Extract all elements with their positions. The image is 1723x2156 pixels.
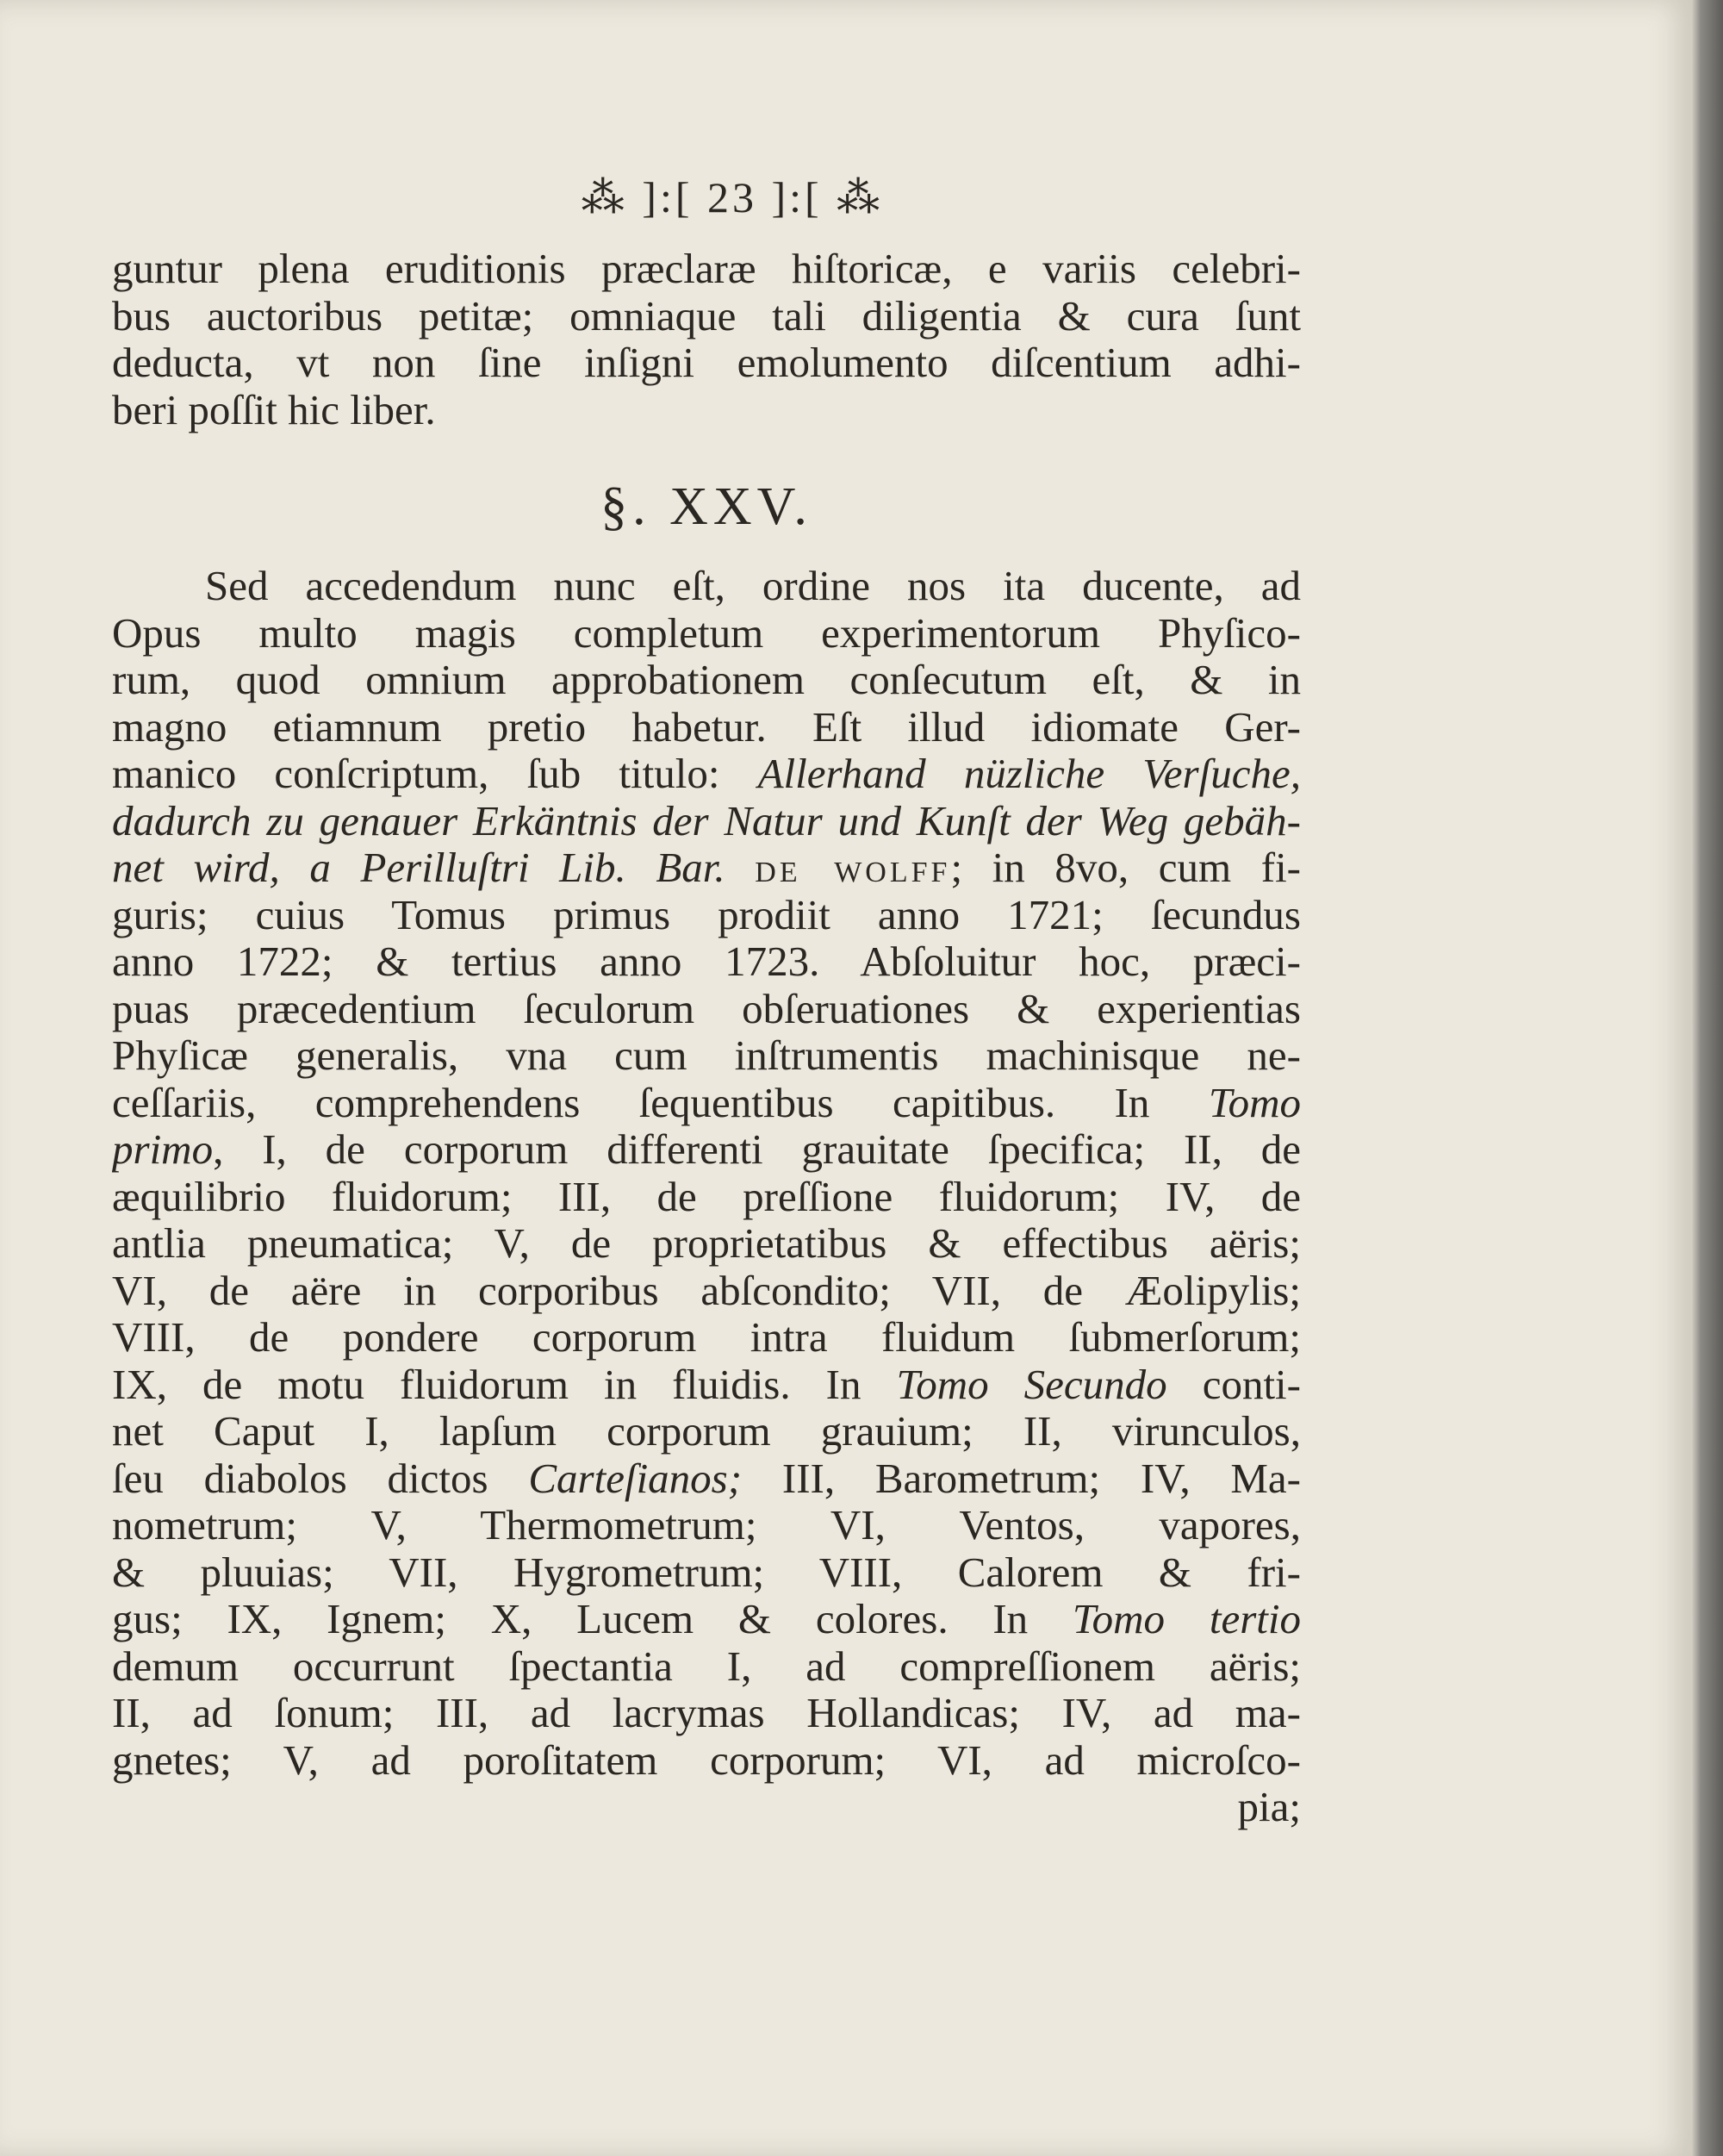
text-segment: manico conſcriptum, ſub titulo: xyxy=(112,751,758,797)
text-line: guris; cuius Tomus primus prodiit anno 1721; ſecundus xyxy=(112,891,1301,938)
text-line: VIII, de pondere corporum intra fluidum ſubmerſorum; xyxy=(112,1314,1301,1361)
body-text xyxy=(112,246,1301,1831)
text-line xyxy=(112,1455,1301,1503)
text-line: magno etiamnum pretio habetur. Eſt illud idiomate Ger- xyxy=(112,703,1301,751)
text-line xyxy=(112,1362,1301,1409)
german-title: Allerhand nüzliche Verſuche, xyxy=(757,751,1301,797)
text-segment: , I, de corporum differenti grauitate ſpecifica; II, de xyxy=(213,1126,1301,1173)
italic-segment: Tomo xyxy=(1208,1079,1301,1126)
text-line: Opus multo magis completum experimentorum Phyſico- xyxy=(112,609,1301,657)
italic-segment: Carteſianos; xyxy=(528,1455,743,1502)
text-line xyxy=(112,1596,1301,1643)
text-segment: conti- xyxy=(1166,1361,1301,1408)
section-heading: §. XXV. xyxy=(600,477,812,536)
text-segment: III, Barometrum; IV, Ma- xyxy=(742,1455,1301,1502)
text-line xyxy=(112,798,1301,845)
text-segment: ; in 8vo, cum fi- xyxy=(950,844,1301,891)
text-line: gnetes; V, ad poroſitatem corporum; VI, ad microſco- xyxy=(112,1736,1301,1784)
german-title: net wird, a Perilluſtri Lib. Bar. xyxy=(112,844,756,891)
text-line xyxy=(112,844,1301,892)
running-head: ⁂ ]:[ 23 ]:[ ⁂ xyxy=(581,173,884,221)
paragraph-2 xyxy=(112,563,1301,1831)
author-name: de wolff xyxy=(755,844,951,891)
text-segment: IX, de motu fluidorum in fluidis. In xyxy=(112,1361,897,1408)
text-line: antlia pneumatica; V, de proprietatibus & effectibus aëris; xyxy=(112,1220,1301,1267)
paragraph-1 xyxy=(112,246,1301,433)
catchword: pia; xyxy=(1237,1784,1301,1830)
german-title: dadurch zu genauer Erkäntnis der Natur und Kunſt der Weg gebäh- xyxy=(112,797,1301,844)
text-line: æquilibrio fluidorum; III, de preſſione fluidorum; IV, de xyxy=(112,1173,1301,1220)
text-line xyxy=(112,1080,1301,1127)
text-line: anno 1722; & tertius anno 1723. Abſoluitur hoc, præci- xyxy=(112,938,1301,985)
text-segment: ceſſariis, comprehendens ſequentibus capitibus. In xyxy=(112,1079,1209,1126)
text-line xyxy=(112,751,1301,798)
text-line: deducta, vt non ſine inſigni emolumento diſcentium adhi- xyxy=(112,340,1301,386)
text-line: puas præcedentium ſeculorum obſeruationes & experientias xyxy=(112,985,1301,1032)
text-line xyxy=(112,1126,1301,1174)
text-line: bus auctoribus petitæ; omniaque tali diligentia & cura ſunt xyxy=(112,292,1301,340)
italic-segment: Tomo Secundo xyxy=(896,1361,1167,1408)
italic-segment: Tomo tertio xyxy=(1072,1596,1301,1642)
text-line: Sed accedendum nunc eſt, ordine nos ita ducente, ad xyxy=(205,563,1301,609)
text-line: Phyſicæ generalis, vna cum inſtrumentis machinisque ne- xyxy=(112,1032,1301,1079)
text-line: beri poſſit hic liber. xyxy=(112,386,436,433)
text-line: II, ad ſonum; III, ad lacrymas Hollandicas; IV, ad ma- xyxy=(112,1690,1301,1736)
text-line: rum, quod omnium approbationem conſecutum eſt, & in xyxy=(112,657,1301,703)
text-line: demum occurrunt ſpectantia I, ad compreſſionem aëris; xyxy=(112,1642,1301,1690)
italic-segment: primo xyxy=(112,1126,214,1173)
text-line: & pluuias; VII, Hygrometrum; VIII, Calorem & fri- xyxy=(112,1548,1301,1596)
text-line: net Caput I, lapſum corporum grauium; II, virunculos, xyxy=(112,1408,1301,1455)
text-line: nometrum; V, Thermometrum; VI, Ventos, vapores, xyxy=(112,1502,1301,1548)
page-edge xyxy=(1692,0,1723,2156)
text-line: VI, de aëre in corporibus abſcondito; VII, de Æolipylis; xyxy=(112,1267,1301,1314)
text-line: guntur plena eruditionis præclaræ hiſtoricæ, e variis celebri- xyxy=(112,246,1301,292)
text-segment: ſeu diabolos dictos xyxy=(112,1455,529,1502)
text-segment: gus; IX, Ignem; X, Lucem & colores. In xyxy=(112,1596,1073,1642)
